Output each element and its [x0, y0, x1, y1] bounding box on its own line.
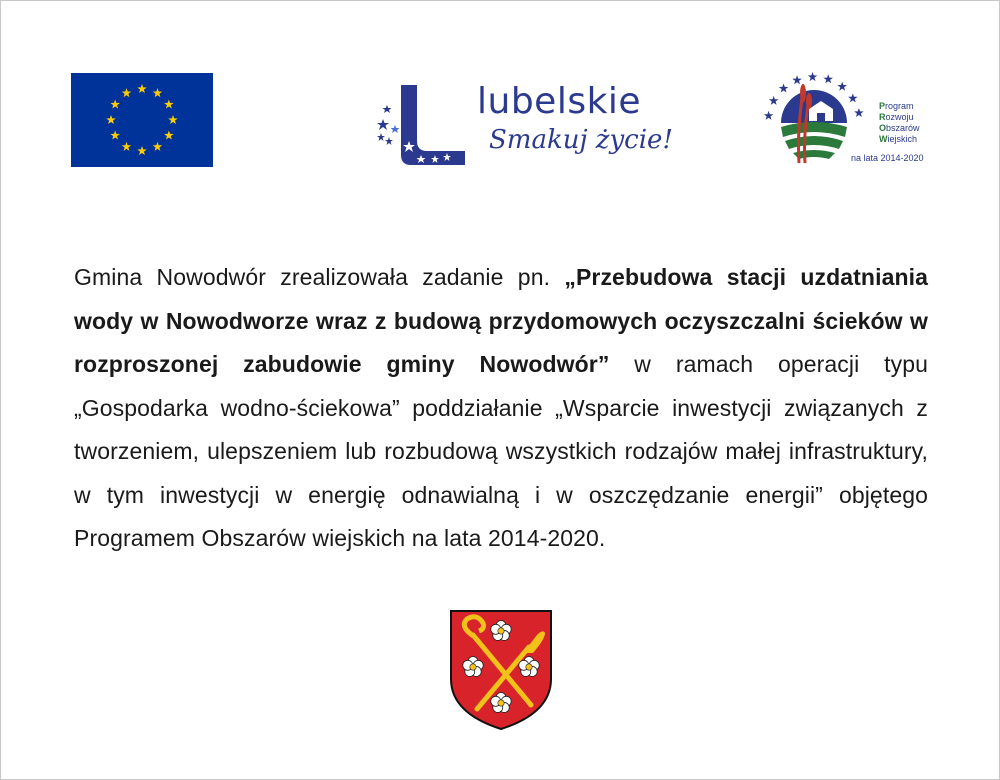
- lubelskie-wordmark: lubelskie: [477, 81, 642, 122]
- prow-initial-r: R: [879, 112, 886, 122]
- prow-word-rozwoju: ozwoju: [885, 112, 914, 122]
- announcement-rest: w ramach operacji typu „Gospodarka wodno-ściekowa” poddziałanie „Wsparcie inwestycji związanych z tworzeniem, ulepszeniem lub rozbudową wszystkich rodzajów małej infrastruktury, w tym inwestycji w energię odnawialną i w oszczędzanie energii” objętego Programem Obszarów wiejskich na lata 2014-2020.: [74, 351, 929, 551]
- prow-star-icon: [764, 111, 774, 120]
- prow-star-icon: [769, 96, 779, 105]
- prow-star-icon: [823, 74, 833, 83]
- prow-years: na lata 2014-2020: [851, 153, 924, 163]
- prow-star-icon: [854, 108, 864, 117]
- prow-program-name: [879, 101, 920, 145]
- announcement-task-name: „Przebudowa stacji uzdatniania wody w Nowodworze wraz z budową przydomowych oczyszczalni ścieków w rozproszonej zabudowie gminy Nowodwór”: [74, 264, 928, 377]
- lubelskie-slogan: Smakuj życie!: [489, 125, 673, 155]
- announcement-text: [74, 256, 928, 561]
- lubelskie-l-icon: [377, 81, 469, 167]
- prow-word-obszarow: bszarów: [886, 123, 920, 133]
- prow-word-wiejskich: iejskich: [887, 134, 918, 144]
- prow-star-icon: [808, 72, 818, 81]
- prow-initial-p: P: [879, 101, 886, 111]
- coat-of-arms-icon: [449, 609, 553, 731]
- prow-logo: [759, 71, 939, 171]
- eu-flag-icon: [71, 73, 213, 167]
- prow-star-icon: [792, 75, 802, 84]
- prow-star-icon: [837, 82, 847, 91]
- lubelskie-logo: [377, 81, 673, 169]
- prow-initial-w: W: [879, 134, 888, 144]
- prow-word-program: rogram: [885, 101, 914, 111]
- prow-initial-o: O: [879, 123, 887, 133]
- prow-star-icon: [779, 83, 789, 92]
- prow-star-icon: [848, 93, 858, 102]
- announcement-intro: Gmina Nowodwór zrealizowała zadanie pn.: [74, 264, 565, 290]
